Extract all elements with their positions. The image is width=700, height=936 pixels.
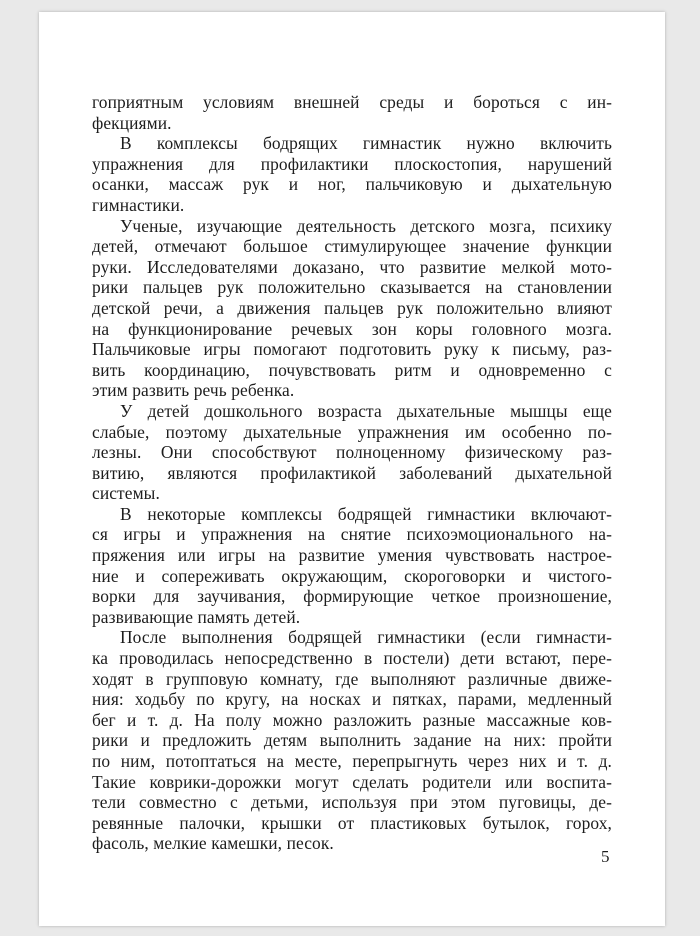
text-line: ние и сопереживать окружающим, скороговорки и чистого- — [92, 565, 612, 586]
text-line: В комплексы бодрящих гимнастик нужно включить — [120, 133, 612, 154]
text-line: ворки для заучивания, формирующие четкое произношение, — [92, 586, 612, 607]
text-line: Пальчиковые игры помогают подготовить руку к письму, раз- — [92, 339, 612, 360]
text-line: После выполнения бодрящей гимнастики (если гимнасти- — [120, 627, 612, 648]
text-line: ка проводилась непосредственно в постели) дети встают, пере- — [92, 648, 612, 669]
text-line: пряжения или игры на развитие умения чувствовать настрое- — [92, 545, 612, 566]
text-line: бег и т. д. На полу можно разложить разные массажные ков- — [92, 709, 612, 730]
text-line: на функционирование речевых зон коры головного мозга. — [92, 318, 612, 339]
text-line: рики и предложить детям выполнить задание на них: пройти — [92, 730, 612, 751]
text-line: руки. Исследователями доказано, что развитие мелкой мото- — [92, 256, 612, 277]
text-line: витию, являются профилактикой заболеваний дыхательной — [92, 462, 612, 483]
text-line: Ученые, изучающие деятельность детского мозга, психику — [120, 215, 612, 236]
text-line: ния: ходьбу по кругу, на носках и пятках, парами, медленный — [92, 689, 612, 710]
text-line: фекциями. — [92, 112, 172, 133]
text-line: этим развить речь ребенка. — [92, 380, 295, 401]
text-line: фасоль, мелкие камешки, песок. — [92, 833, 334, 854]
text-line: осанки, массаж рук и ног, пальчиковую и дыхательную — [92, 174, 612, 195]
text-line: слабые, поэтому дыхательные упражнения им особенно по- — [92, 421, 612, 442]
book-page — [39, 12, 665, 926]
text-line: по ним, потоптаться на месте, перепрыгнуть через них и т. д. — [92, 751, 612, 771]
body-text — [92, 92, 612, 854]
text-line: гоприятным условиям внешней среды и бороться с ин- — [92, 92, 612, 112]
text-line: тели совместно с детьми, используя при этом пуговицы, де- — [92, 792, 612, 813]
text-line: вить координацию, почувствовать ритм и одновременно с — [92, 359, 612, 380]
text-line: лезны. Они способствуют полноценному физическому раз- — [92, 442, 612, 463]
text-line: упражнения для профилактики плоскостопия, нарушений — [92, 153, 612, 174]
text-line: ходят в групповую комнату, где выполняют различные движе- — [92, 668, 612, 689]
text-line: детской речи, а движения пальцев рук положительно влияют — [92, 297, 612, 318]
text-line: ся игры и упражнения на снятие психоэмоционального на- — [92, 524, 612, 545]
text-line: рики пальцев рук положительно сказывается на становлении — [92, 277, 612, 298]
text-line: системы. — [92, 483, 160, 504]
text-line: гимнастики. — [92, 194, 185, 215]
page-number: 5 — [601, 847, 610, 866]
text-line: ревянные палочки, крышки от пластиковых бутылок, горох, — [92, 812, 612, 833]
text-line: развивающие память детей. — [92, 606, 301, 627]
text-line: В некоторые комплексы бодрящей гимнастики включают- — [120, 503, 612, 524]
text-line: детей, отмечают большое стимулирующее значение функции — [92, 236, 612, 257]
text-line: Такие коврики-дорожки могут сделать родители или воспита- — [92, 771, 612, 792]
text-line: У детей дошкольного возраста дыхательные мышцы еще — [120, 400, 612, 421]
